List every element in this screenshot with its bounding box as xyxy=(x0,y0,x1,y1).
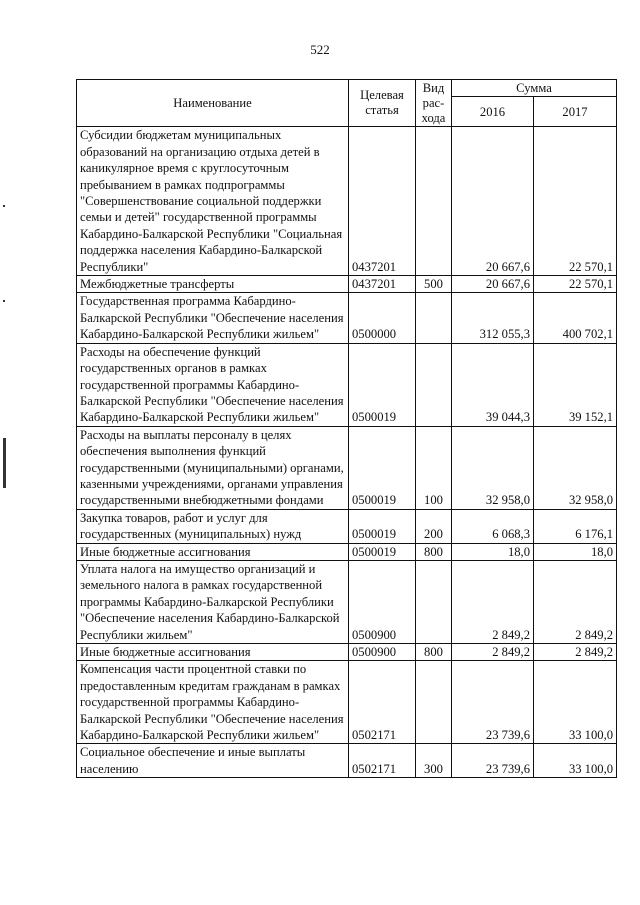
row-value-2017: 33 100,0 xyxy=(534,744,617,778)
row-code: 0502171 xyxy=(349,661,416,744)
header-target-article: Целевая статья xyxy=(349,80,416,127)
row-name: Расходы на обеспечение функций государственных органов в рамках государственной программы Кабардино-Балкарской Республики "Обеспечение населения Кабардино-Балкарской Республики жильем" xyxy=(77,343,349,426)
row-name: Иные бюджетные ассигнования xyxy=(77,644,349,661)
header-year-2016: 2016 xyxy=(452,97,534,127)
row-name: Компенсация части процентной ставки по предоставленным кредитам гражданам в рамках государственной программы Кабардино-Балкарской Республики "Обеспечение населения Кабардино-Балкарской Республики жильем" xyxy=(77,661,349,744)
table-row xyxy=(77,293,617,343)
header-sum: Сумма xyxy=(452,80,617,97)
row-type xyxy=(416,293,452,343)
row-value-2016: 6 068,3 xyxy=(452,509,534,543)
row-value-2017: 32 958,0 xyxy=(534,426,617,509)
row-name: Государственная программа Кабардино-Балкарской Республики "Обеспечение населения Кабардино-Балкарской Республики жильем" xyxy=(77,293,349,343)
row-code: 0500019 xyxy=(349,509,416,543)
row-name: Закупка товаров, работ и услуг для государственных (муниципальных) нужд xyxy=(77,509,349,543)
table-row xyxy=(77,343,617,426)
header-year-2017: 2017 xyxy=(534,97,617,127)
table-body xyxy=(77,127,617,778)
row-type: 800 xyxy=(416,644,452,661)
table-row xyxy=(77,509,617,543)
scan-mark-bottom xyxy=(3,438,6,488)
row-value-2016: 23 739,6 xyxy=(452,744,534,778)
scan-mark-top xyxy=(3,205,5,207)
table-row xyxy=(77,543,617,560)
table-row xyxy=(77,127,617,276)
table-row xyxy=(77,426,617,509)
row-code: 0500000 xyxy=(349,293,416,343)
row-code: 0500900 xyxy=(349,644,416,661)
row-name: Субсидии бюджетам муниципальных образований на организацию отдыха детей в каникулярное время с круглосуточным пребыванием в рамках подпрограммы "Совершенствование социальной поддержки семьи и детей" государственной программы Кабардино-Балкарской Республики "Социальная поддержка населения Кабардино-Балкарской Республики" xyxy=(77,127,349,276)
row-code: 0437201 xyxy=(349,127,416,276)
row-value-2017: 22 570,1 xyxy=(534,127,617,276)
row-value-2016: 312 055,3 xyxy=(452,293,534,343)
row-code: 0500900 xyxy=(349,560,416,643)
row-value-2017: 6 176,1 xyxy=(534,509,617,543)
table-row xyxy=(77,644,617,661)
row-type: 800 xyxy=(416,543,452,560)
row-code: 0500019 xyxy=(349,543,416,560)
row-value-2017: 400 702,1 xyxy=(534,293,617,343)
row-type: 100 xyxy=(416,426,452,509)
row-value-2017: 33 100,0 xyxy=(534,661,617,744)
row-value-2016: 32 958,0 xyxy=(452,426,534,509)
row-name: Уплата налога на имущество организаций и земельного налога в рамках государственной программы Кабардино-Балкарской Республики "Обеспечение населения Кабардино-Балкарской Республики жильем" xyxy=(77,560,349,643)
table-row xyxy=(77,661,617,744)
row-code: 0502171 xyxy=(349,744,416,778)
row-type xyxy=(416,127,452,276)
row-type: 500 xyxy=(416,276,452,293)
row-value-2016: 23 739,6 xyxy=(452,661,534,744)
row-value-2016: 2 849,2 xyxy=(452,560,534,643)
table-row xyxy=(77,276,617,293)
table-header xyxy=(77,80,617,127)
scan-mark-middle xyxy=(3,300,5,302)
row-type: 300 xyxy=(416,744,452,778)
row-code: 0500019 xyxy=(349,343,416,426)
row-code: 0500019 xyxy=(349,426,416,509)
row-value-2017: 2 849,2 xyxy=(534,644,617,661)
row-name: Социальное обеспечение и иные выплаты населению xyxy=(77,744,349,778)
row-value-2016: 20 667,6 xyxy=(452,276,534,293)
row-value-2017: 39 152,1 xyxy=(534,343,617,426)
row-name: Расходы на выплаты персоналу в целях обеспечения выполнения функций государственными (муниципальными) органами, казенными учреждениями, органами управления государственными внебюджетными фондами xyxy=(77,426,349,509)
row-name: Межбюджетные трансферты xyxy=(77,276,349,293)
header-expense-type: Вид рас- хода xyxy=(416,80,452,127)
budget-table xyxy=(76,79,617,778)
header-name: Наименование xyxy=(77,80,349,127)
row-value-2017: 2 849,2 xyxy=(534,560,617,643)
row-type: 200 xyxy=(416,509,452,543)
table-row xyxy=(77,560,617,643)
row-value-2017: 18,0 xyxy=(534,543,617,560)
row-value-2016: 2 849,2 xyxy=(452,644,534,661)
row-code: 0437201 xyxy=(349,276,416,293)
row-type xyxy=(416,661,452,744)
row-value-2017: 22 570,1 xyxy=(534,276,617,293)
row-value-2016: 20 667,6 xyxy=(452,127,534,276)
row-value-2016: 39 044,3 xyxy=(452,343,534,426)
row-name: Иные бюджетные ассигнования xyxy=(77,543,349,560)
row-type xyxy=(416,560,452,643)
row-type xyxy=(416,343,452,426)
page-number: 522 xyxy=(310,42,330,57)
row-value-2016: 18,0 xyxy=(452,543,534,560)
table-row xyxy=(77,744,617,778)
